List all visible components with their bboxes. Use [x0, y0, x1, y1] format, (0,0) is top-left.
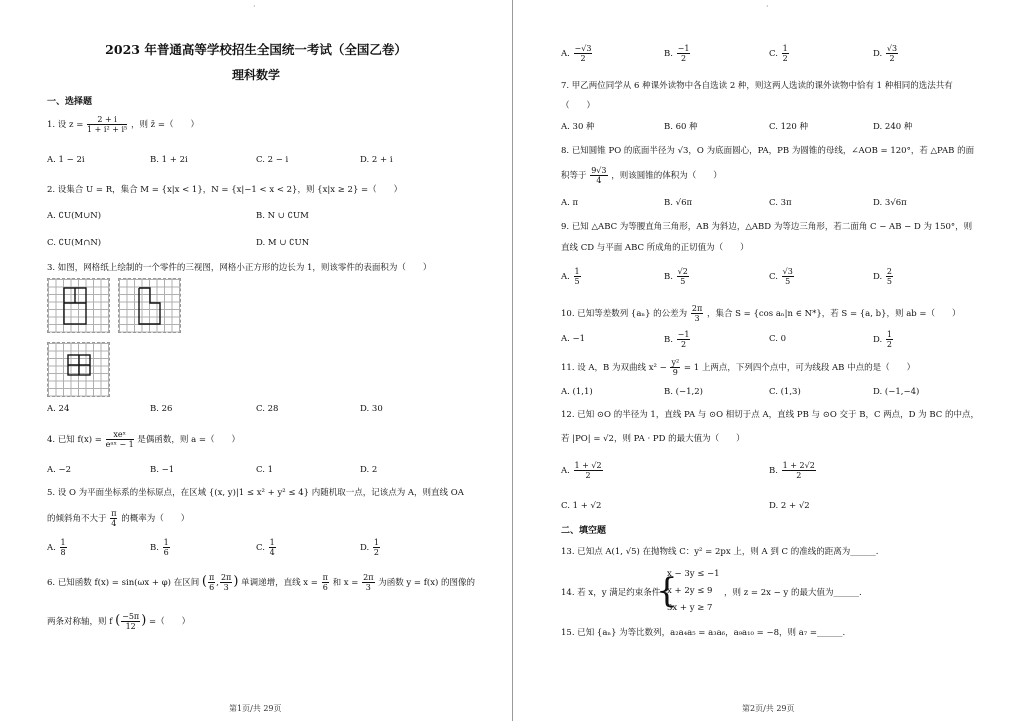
- option-d: D. $\frac{√3}{2}$: [873, 44, 898, 63]
- fraction: $\frac{2 + i}{\text{1 + i² + i⁵}}$: [87, 115, 128, 134]
- option-c: C. 28: [256, 404, 279, 414]
- option-c: C. $\frac{1}{2}$: [769, 44, 788, 63]
- option-a: A. −1: [561, 334, 586, 344]
- option-b: B. $\frac{-1}{2}$: [664, 44, 690, 63]
- top-view-figure: [47, 342, 110, 397]
- constraint-2: x + 2y ≤ 9: [667, 586, 713, 596]
- option-a: A. $\frac{-√3}{2}$: [561, 44, 592, 63]
- front-view-figure: [47, 278, 110, 333]
- question-6-line-2: 两条对称轴，则 f ( $\frac{-5\pi}{12}$ ) =（ ）: [47, 612, 191, 631]
- exam-subtitle: 理科数学: [231, 68, 280, 82]
- question-7-line-2: （ ）: [561, 101, 596, 111]
- question-3: 3. 如图，网格纸上绘制的一个零件的三视图，网格小正方形的边长为 1，则该零件的表面积为（ ）: [47, 263, 432, 273]
- side-view-figure: [118, 278, 181, 333]
- question-14-suffix: ，则 z = 2x − y 的最大值为______.: [724, 588, 862, 598]
- constraint-1: x − 3y ≤ −1: [667, 569, 720, 579]
- three-view-drawing: [48, 343, 111, 398]
- page-2: [512, 0, 1024, 721]
- option-b: B. N ∪ ∁UM: [256, 211, 309, 221]
- question-10: 10. 已知等差数列 {aₙ} 的公差为 $\frac{2\pi}{3}$ ，集合 S = {cos aₙ|n ∈ N*}，若 S = {a, b}，则 ab =（ ）: [561, 304, 961, 323]
- question-5-line-2: 的倾斜角不大于 $\frac{\pi}{4}$ 的概率为（ ）: [47, 509, 190, 528]
- question-1: 1. 设 z = $\frac{2 + i}{\text{1 + i² + i⁵}}$ ，则 z̄ =（ ）: [47, 115, 199, 134]
- question-8-line-1: 8. 已知圆锥 PO 的底面半径为 √3，O 为底面圆心，PA，PB 为圆锥的母线，∠AOB = 120°，若 △PAB 的面: [561, 146, 975, 156]
- question-14-prefix: 14. 若 x，y 满足约束条件: [561, 588, 661, 598]
- option-c: C. 2 − i: [256, 155, 289, 165]
- option-b: B. √6π: [664, 198, 693, 208]
- three-view-drawing: [48, 279, 111, 334]
- option-c: C. 1: [256, 465, 274, 475]
- question-7-line-1: 7. 甲乙两位同学从 6 种课外读物中各自选读 2 种，则这两人选读的课外读物中恰有 1 种相同的选法共有: [561, 81, 953, 91]
- option-d: D. 2 + i: [360, 155, 393, 165]
- option-d: D. M ∪ ∁UN: [256, 238, 310, 248]
- question-11: 11. 设 A，B 为双曲线 x² − $\frac{\text{y²}}{9}$ = 1 上两点，下列四个点中，可为线段 AB 中点的是（ ）: [561, 358, 916, 377]
- question-9-line-2: 直线 CD 与平面 ABC 所成角的正切值为（ ）: [561, 243, 749, 253]
- option-a: A. (1,1): [561, 387, 593, 397]
- option-d: D. 2 + √2: [769, 501, 810, 511]
- option-c: C. 3π: [769, 198, 792, 208]
- option-b: B. $\frac{-1}{2}$: [664, 330, 690, 349]
- exam-title: 2023 年普通高等学校招生全国统一考试（全国乙卷）: [105, 42, 407, 57]
- page-dot: ·: [766, 2, 769, 11]
- question-2: 2. 设集合 U = R，集合 M = {x|x < 1}，N = {x|−1 < x < 2}，则 {x|x ≥ 2} =（ ）: [47, 185, 403, 195]
- section-heading-choice: 一、选择题: [47, 97, 93, 107]
- fraction: $\frac{\text{xeˣ}}{\text{eᵃˣ − 1}}$: [105, 430, 134, 449]
- option-c: C. $\frac{√3}{5}$: [769, 267, 793, 286]
- option-c: C. 120 种: [769, 122, 809, 132]
- question-15: 15. 已知 {aₙ} 为等比数列，a₂a₄a₅ = a₃a₆，a₉a₁₀ = −8，则 a₇ =______.: [561, 628, 846, 638]
- option-d: D. 240 种: [873, 122, 913, 132]
- option-a: A. $\frac{1}{5}$: [561, 267, 580, 286]
- question-4: 4. 已知 f(x) = $\frac{\text{xeˣ}}{\text{eᵃˣ − 1}}$ 是偶函数，则 a =（ ）: [47, 430, 241, 449]
- option-b: B. 26: [150, 404, 173, 414]
- question-13: 13. 已知点 A(1, √5) 在抛物线 C：y² = 2px 上，则 A 到 C 的准线的距离为______.: [561, 547, 879, 557]
- page-footer: 第2页/共 29页: [742, 704, 795, 713]
- option-b: B. $\frac{√2}{5}$: [664, 267, 688, 286]
- question-12-line-1: 12. 已知 ⊙O 的半径为 1，直线 PA 与 ⊙O 相切于点 A，直线 PB 与 ⊙O 交于 B，C 两点，D 为 BC 的中点，: [561, 410, 979, 420]
- option-c: C. (1,3): [769, 387, 801, 397]
- option-d: D. $\frac{1}{2}$: [360, 538, 380, 557]
- option-b: B. $\frac{1}{6}$: [150, 538, 169, 557]
- option-c: C. ∁U(M∩N): [47, 238, 102, 248]
- constraint-brace: {: [656, 571, 678, 611]
- constraint-3: 3x + y ≥ 7: [667, 603, 713, 613]
- option-a: A. $\frac{1 + √2}{2}$: [561, 461, 602, 480]
- option-a: A. 30 种: [561, 122, 595, 132]
- option-d: D. $\frac{1}{2}$: [873, 330, 893, 349]
- question-9-line-1: 9. 已知 △ABC 为等腰直角三角形，AB 为斜边，△ABD 为等边三角形，若二面角 C − AB − D 为 150°，则: [561, 222, 973, 232]
- fraction: $\frac{\pi}{4}$: [111, 509, 117, 528]
- option-d: D. 2: [360, 465, 378, 475]
- option-b: B. 60 种: [664, 122, 698, 132]
- option-d: D. 30: [360, 404, 383, 414]
- option-a: A. π: [561, 198, 579, 208]
- option-b: B. 1 + 2i: [150, 155, 188, 165]
- section-heading-fill: 二、填空题: [561, 526, 607, 536]
- option-a: A. 1 − 2i: [47, 155, 85, 165]
- option-a: A. 24: [47, 404, 70, 414]
- option-b: B. (−1,2): [664, 387, 703, 397]
- option-b: B. $\frac{1 + 2√2}{2}$: [769, 461, 815, 480]
- question-5-line-1: 5. 设 O 为平面坐标系的坐标原点，在区域 {(x, y)|1 ≤ x² + y² ≤ 4} 内随机取一点，记该点为 A，则直线 OA: [47, 488, 464, 498]
- question-12-line-2: 若 |PO| = √2，则 PA · PD 的最大值为（ ）: [561, 434, 745, 444]
- option-c: C. $\frac{1}{4}$: [256, 538, 275, 557]
- page-dot: ·: [253, 2, 256, 11]
- option-a: A. ∁U(M∪N): [47, 211, 102, 221]
- option-d: D. 3√6π: [873, 198, 907, 208]
- option-c: C. 1 + √2: [561, 501, 602, 511]
- option-b: B. −1: [150, 465, 175, 475]
- option-a: A. −2: [47, 465, 72, 475]
- option-a: A. $\frac{1}{8}$: [47, 538, 66, 557]
- option-d: D. (−1,−4): [873, 387, 920, 397]
- question-8-line-2: 积等于 $\frac{9√3}{4}$ ，则该圆锥的体积为（ ）: [561, 166, 722, 185]
- three-view-drawing: [119, 279, 182, 334]
- question-6-line-1: 6. 已知函数 f(x) = sin(ωx + φ) 在区间 ( $\frac{\pi}{6}$ , $\frac{2\pi}{3}$ ) 单调递增，直线 x = $\frac{\pi}{6}$ 和 x = $\frac{2\pi}{3}$ 为函数 y = f(x) 的图像的: [47, 573, 476, 592]
- option-c: C. 0: [769, 334, 787, 344]
- page-footer: 第1页/共 29页: [229, 704, 282, 713]
- option-d: D. $\frac{2}{5}$: [873, 267, 893, 286]
